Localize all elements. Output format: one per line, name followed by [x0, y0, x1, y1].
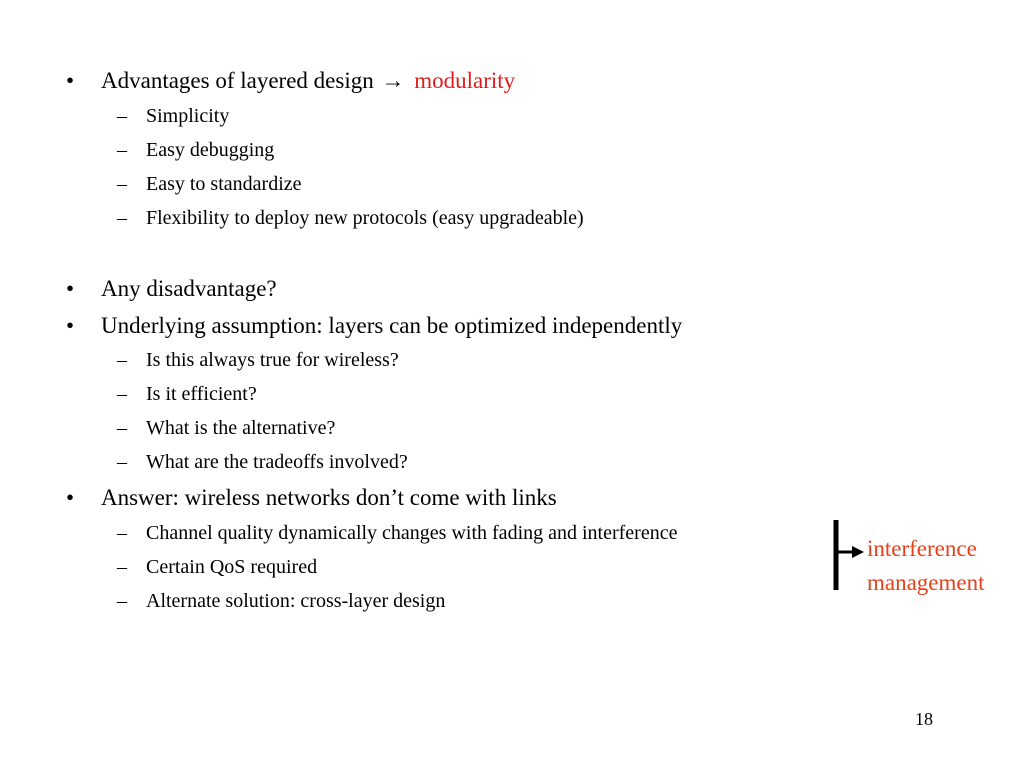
dash-icon: –	[117, 556, 127, 578]
sub-item-efficient: Is it efficient?	[146, 383, 257, 405]
dash-icon: –	[117, 207, 127, 229]
bullet-icon: •	[66, 313, 75, 338]
sub-item-qos: Certain QoS required	[146, 556, 318, 578]
sub-item-flexibility: Flexibility to deploy new protocols (easy upgradeable)	[146, 207, 584, 229]
dash-icon: –	[117, 139, 127, 161]
dash-icon: –	[117, 417, 127, 439]
dash-icon: –	[117, 522, 127, 544]
sub-item-channel-quality: Channel quality dynamically changes with fading and interference	[146, 522, 678, 544]
bullet-advantages	[101, 69, 515, 92]
dash-icon: –	[117, 383, 127, 405]
advantages-text: Advantages of layered design	[101, 68, 374, 93]
dash-icon: –	[117, 590, 127, 612]
page-number: 18	[915, 709, 933, 729]
sub-item-easy-debugging: Easy debugging	[146, 139, 275, 161]
right-arrow-icon: →	[381, 68, 405, 93]
dash-icon: –	[117, 451, 127, 473]
bullet-icon: •	[66, 276, 75, 301]
bullet-icon: •	[66, 68, 75, 93]
dash-icon: –	[117, 349, 127, 371]
dash-icon: –	[117, 105, 127, 127]
side-note-line1: interference	[867, 536, 977, 561]
sub-item-simplicity: Simplicity	[146, 105, 230, 127]
bullet-icon: •	[66, 485, 75, 510]
sub-item-tradeoffs: What are the tradeoffs involved?	[146, 451, 408, 473]
sub-item-always-true: Is this always true for wireless?	[146, 349, 399, 371]
sub-item-easy-to-standardize: Easy to standardize	[146, 173, 302, 195]
bullet-any-disadvantage: Any disadvantage?	[101, 276, 277, 301]
sub-item-alternative: What is the alternative?	[146, 417, 336, 439]
dash-icon: –	[117, 173, 127, 195]
side-note-line2: management	[867, 570, 985, 595]
modularity-highlight: modularity	[414, 68, 516, 93]
sub-item-cross-layer: Alternate solution: cross-layer design	[146, 590, 446, 612]
bullet-answer: Answer: wireless networks don’t come with links	[101, 485, 557, 510]
bracket-arrow-icon	[828, 518, 868, 592]
interference-management-note	[867, 532, 985, 600]
bullet-underlying-assumption: Underlying assumption: layers can be optimized independently	[101, 313, 683, 338]
